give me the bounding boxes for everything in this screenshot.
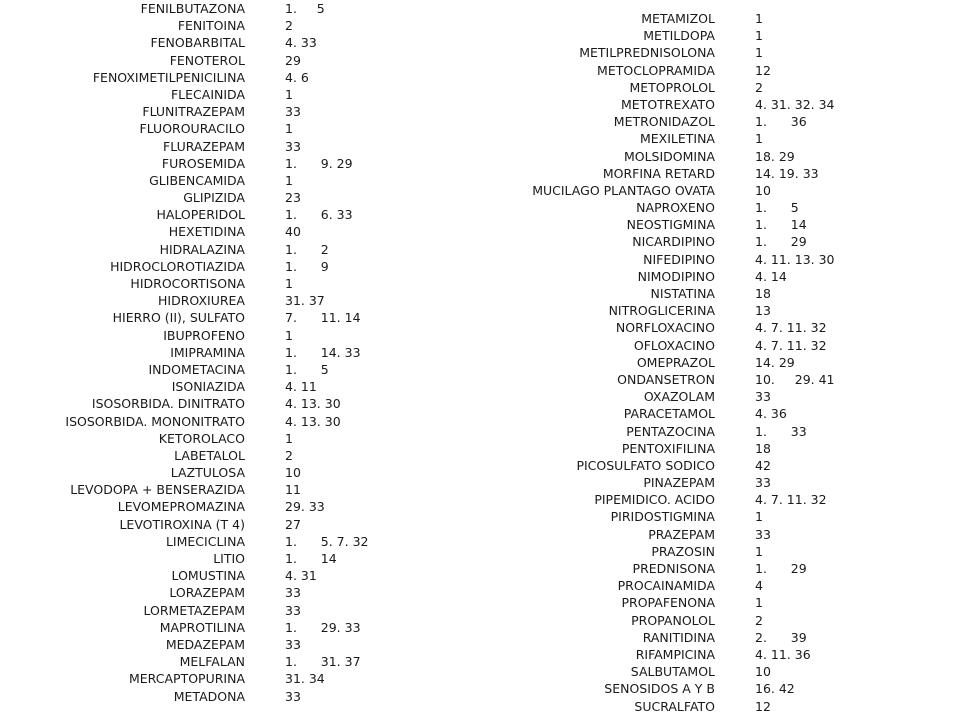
- drug-name: NEOSTIGMINA: [626, 217, 715, 233]
- drug-row: [470, 354, 950, 371]
- drug-name: LEVODOPA + BENSERAZIDA: [70, 482, 245, 498]
- drug-codes: 33: [285, 138, 301, 154]
- drug-row: [470, 199, 950, 216]
- drug-name: FENILBUTAZONA: [140, 1, 245, 16]
- drug-row: [0, 498, 470, 515]
- drug-row: [470, 319, 950, 336]
- drug-row: [470, 474, 950, 491]
- drug-codes: 18. 29: [755, 148, 795, 164]
- drug-name: MORFINA RETARD: [602, 165, 715, 181]
- drug-row: [470, 96, 950, 113]
- drug-row: [470, 182, 950, 199]
- drug-codes: 1. 6. 33: [285, 207, 353, 223]
- drug-codes: 7. 11. 14: [285, 310, 361, 326]
- drug-row: [470, 457, 950, 474]
- drug-row: [470, 508, 950, 525]
- drug-row: [0, 584, 470, 601]
- drug-row: [470, 663, 950, 680]
- drug-row: [470, 148, 950, 165]
- drug-codes: 14. 29: [755, 354, 795, 370]
- drug-row: [470, 405, 950, 422]
- drug-row: [0, 258, 470, 275]
- drug-row: [470, 79, 950, 96]
- drug-name: SALBUTAMOL: [630, 664, 715, 680]
- drug-name: MELFALAN: [179, 654, 245, 670]
- drug-codes: 1. 29: [755, 561, 807, 576]
- drug-codes: 1. 14. 33: [285, 344, 361, 360]
- drug-row: [470, 285, 950, 302]
- drug-codes: 4. 7. 11. 32: [755, 492, 827, 508]
- drug-name: FLUNITRAZEPAM: [142, 104, 245, 120]
- drug-codes: 1: [755, 45, 763, 61]
- drug-codes: 4. 11. 36: [755, 646, 811, 662]
- drug-row: [0, 309, 470, 326]
- drug-row: [0, 155, 470, 172]
- drug-codes: 18: [755, 440, 771, 456]
- drug-row: [470, 251, 950, 268]
- drug-row: [0, 292, 470, 309]
- drug-row: [470, 491, 950, 508]
- drug-name: NITROGLICERINA: [608, 303, 715, 319]
- drug-row: [470, 560, 950, 577]
- drug-row: [470, 629, 950, 646]
- drug-name: INDOMETACINA: [148, 361, 245, 377]
- drug-name: PARACETAMOL: [623, 406, 715, 422]
- drug-row: [470, 577, 950, 594]
- drug-name: MEXILETINA: [639, 131, 715, 147]
- drug-name: FLURAZEPAM: [163, 138, 245, 154]
- drug-name: FENOBARBITAL: [150, 35, 245, 51]
- drug-codes: 33: [755, 389, 771, 405]
- drug-codes: 1. 14: [755, 217, 807, 233]
- drug-name: HIDROXIUREA: [158, 293, 245, 309]
- drug-name: PICOSULFATO SODICO: [576, 457, 715, 473]
- drug-row: [0, 327, 470, 344]
- drug-name: LORMETAZEPAM: [143, 602, 245, 618]
- drug-name: METOCLOPRAMIDA: [597, 62, 715, 78]
- drug-codes: 4. 31: [285, 568, 317, 584]
- drug-name: MAPROTILINA: [159, 619, 245, 635]
- drug-name: PROCAINAMIDA: [617, 578, 715, 594]
- drug-row: [0, 567, 470, 584]
- drug-name: PRAZEPAM: [648, 526, 715, 542]
- drug-name: NISTATINA: [650, 286, 715, 301]
- drug-row: [470, 113, 950, 130]
- drug-codes: 1. 9: [285, 258, 329, 274]
- drug-name: NICARDIPINO: [632, 234, 715, 250]
- drug-name: MERCAPTOPURINA: [129, 671, 245, 687]
- drug-row: [470, 44, 950, 61]
- drug-codes: 1: [755, 543, 763, 559]
- drug-name: PROPAFENONA: [621, 595, 715, 611]
- drug-name: PINAZEPAM: [643, 475, 715, 491]
- drug-codes: 18: [755, 286, 771, 301]
- drug-codes: 33: [285, 104, 301, 120]
- drug-row: [0, 602, 470, 619]
- drug-name: NORFLOXACINO: [615, 320, 715, 336]
- drug-row: [0, 636, 470, 653]
- drug-row: [470, 646, 950, 663]
- drug-codes: 1: [285, 430, 293, 446]
- drug-codes: 4. 7. 11. 32: [755, 320, 827, 336]
- drug-row: [0, 34, 470, 51]
- drug-name: FLECAINIDA: [170, 86, 245, 102]
- drug-codes: 1: [755, 595, 763, 611]
- drug-row: [0, 533, 470, 550]
- drug-row: [470, 594, 950, 611]
- drug-codes: 10: [755, 182, 771, 198]
- drug-name: OFLOXACINO: [633, 337, 715, 353]
- drug-row: [0, 172, 470, 189]
- drug-row: [0, 670, 470, 687]
- drug-name: HIERRO (II), SULFATO: [112, 310, 245, 326]
- drug-codes: 2. 39: [755, 629, 807, 645]
- drug-name: FENITOINA: [177, 18, 245, 34]
- drug-row: [0, 619, 470, 636]
- drug-codes: 4. 11: [285, 379, 317, 395]
- drug-row: [0, 688, 470, 705]
- drug-row: [470, 526, 950, 543]
- drug-codes: 1. 5: [285, 1, 325, 16]
- drug-name: METAMIZOL: [641, 11, 715, 26]
- drug-name: PIPEMIDICO. ACIDO: [594, 492, 715, 508]
- drug-name: KETOROLACO: [158, 430, 245, 446]
- drug-codes: 33: [755, 475, 771, 491]
- right-column: [470, 10, 950, 715]
- drug-name: OMEPRAZOL: [636, 354, 715, 370]
- drug-name: METOPROLOL: [629, 79, 715, 95]
- drug-codes: 1: [285, 121, 293, 137]
- drug-codes: 31. 37: [285, 293, 325, 309]
- drug-codes: 1: [755, 28, 763, 44]
- drug-name: ISONIAZIDA: [171, 379, 245, 395]
- drug-row: [0, 120, 470, 137]
- drug-row: [470, 612, 950, 629]
- drug-codes: 1. 29. 33: [285, 619, 361, 635]
- drug-row: [0, 516, 470, 533]
- drug-name: LORAZEPAM: [169, 585, 245, 601]
- drug-name: IMIPRAMINA: [170, 344, 245, 360]
- drug-row: [0, 413, 470, 430]
- drug-codes: 1. 31. 37: [285, 654, 361, 670]
- drug-name: LEVOMEPROMAZINA: [117, 499, 245, 515]
- drug-codes: 1: [755, 11, 763, 26]
- drug-codes: 10: [285, 465, 301, 481]
- drug-codes: 10: [755, 664, 771, 680]
- drug-name: HIDROCLOROTIAZIDA: [110, 258, 245, 274]
- drug-name: RIFAMPICINA: [635, 646, 715, 662]
- drug-name: GLIPIZIDA: [183, 190, 245, 206]
- drug-name: GLIBENCAMIDA: [149, 172, 245, 188]
- drug-codes: 2: [755, 612, 763, 628]
- drug-name: LABETALOL: [174, 447, 245, 463]
- drug-name: METRONIDAZOL: [613, 114, 715, 130]
- drug-name: MOLSIDOMINA: [623, 148, 715, 164]
- drug-codes: 1: [755, 509, 763, 525]
- drug-codes: 1. 33: [755, 423, 807, 439]
- drug-codes: 4. 31. 32. 34: [755, 96, 835, 112]
- drug-name: FUROSEMIDA: [161, 155, 245, 171]
- drug-row: [0, 223, 470, 240]
- drug-row: [0, 206, 470, 223]
- drug-name: OXAZOLAM: [643, 389, 715, 405]
- drug-codes: 2: [285, 18, 293, 34]
- drug-codes: 1: [755, 131, 763, 147]
- drug-codes: 33: [285, 602, 301, 618]
- drug-codes: 16. 42: [755, 681, 795, 697]
- drug-codes: 10. 29. 41: [755, 371, 835, 387]
- drug-row: [470, 62, 950, 79]
- drug-name: PRAZOSIN: [651, 543, 715, 559]
- drug-row: [470, 233, 950, 250]
- drug-name: IBUPROFENO: [163, 327, 245, 343]
- drug-row: [0, 275, 470, 292]
- drug-row: [0, 17, 470, 34]
- drug-name: METILPREDNISOLONA: [579, 45, 715, 61]
- drug-codes: 33: [755, 526, 771, 542]
- drug-row: [0, 361, 470, 378]
- drug-codes: 4. 36: [755, 406, 787, 422]
- drug-codes: 1. 36: [755, 114, 807, 130]
- drug-codes: 1. 5: [755, 200, 799, 216]
- drug-name: FENOXIMETILPENICILINA: [92, 69, 245, 85]
- drug-codes: 12: [755, 62, 771, 78]
- drug-row: [0, 464, 470, 481]
- drug-codes: 1. 2: [285, 241, 329, 257]
- drug-name: SUCRALFATO: [634, 698, 715, 714]
- drug-row: [0, 395, 470, 412]
- drug-codes: 4. 33: [285, 35, 317, 51]
- drug-row: [470, 680, 950, 697]
- drug-codes: 4. 6: [285, 69, 309, 85]
- drug-codes: 1. 5. 7. 32: [285, 533, 369, 549]
- drug-name: PROPANOLOL: [631, 612, 715, 628]
- drug-name: METOTREXATO: [621, 96, 715, 112]
- drug-row: [470, 302, 950, 319]
- drug-row: [0, 481, 470, 498]
- drug-row: [0, 69, 470, 86]
- drug-name: NAPROXENO: [636, 200, 715, 216]
- drug-codes: 23: [285, 190, 301, 206]
- drug-codes: 33: [285, 688, 301, 704]
- drug-name: METADONA: [173, 688, 245, 704]
- drug-row: [0, 189, 470, 206]
- drug-codes: 4. 13. 30: [285, 413, 341, 429]
- drug-codes: 2: [755, 79, 763, 95]
- drug-codes: 1. 29: [755, 234, 807, 250]
- drug-codes: 33: [285, 636, 301, 652]
- drug-codes: 4. 7. 11. 32: [755, 337, 827, 353]
- drug-row: [470, 165, 950, 182]
- drug-codes: 4. 13. 30: [285, 396, 341, 412]
- drug-row: [0, 103, 470, 120]
- drug-row: [470, 543, 950, 560]
- drug-name: RANITIDINA: [642, 629, 715, 645]
- drug-row: [470, 698, 950, 715]
- drug-codes: 29: [285, 52, 301, 68]
- drug-codes: 1: [285, 172, 293, 188]
- drug-name: LEVOTIROXINA (T 4): [119, 516, 245, 532]
- drug-name: SENOSIDOS A Y B: [604, 681, 715, 697]
- drug-row: [470, 10, 950, 27]
- drug-name: PENTAZOCINA: [626, 423, 715, 439]
- drug-name: LITIO: [213, 551, 245, 566]
- drug-codes: 13: [755, 303, 771, 319]
- drug-row: [470, 423, 950, 440]
- drug-codes: 33: [285, 585, 301, 601]
- drug-name: FENOTEROL: [169, 52, 245, 68]
- drug-row: [0, 378, 470, 395]
- drug-name: HIDROCORTISONA: [130, 276, 245, 291]
- drug-row: [470, 27, 950, 44]
- drug-row: [0, 344, 470, 361]
- drug-codes: 1. 5: [285, 361, 329, 377]
- drug-row: [470, 371, 950, 388]
- drug-codes: 11: [285, 482, 301, 498]
- drug-row: [470, 440, 950, 457]
- drug-row: [470, 388, 950, 405]
- drug-codes: 27: [285, 516, 301, 532]
- drug-name: METILDOPA: [643, 28, 715, 44]
- drug-name: LIMECICLINA: [165, 533, 245, 549]
- drug-name: MEDAZEPAM: [165, 636, 245, 652]
- drug-row: [0, 241, 470, 258]
- drug-name: ISOSORBIDA. DINITRATO: [91, 396, 245, 412]
- drug-codes: 1: [285, 327, 293, 343]
- drug-row: [0, 52, 470, 69]
- drug-codes: 4. 11. 13. 30: [755, 251, 835, 267]
- drug-row: [470, 216, 950, 233]
- drug-row: [470, 268, 950, 285]
- drug-name: ONDANSETRON: [617, 371, 715, 387]
- drug-name: NIFEDIPINO: [643, 251, 715, 267]
- drug-name: HIDRALAZINA: [159, 241, 245, 257]
- drug-row: [0, 138, 470, 155]
- drug-name: PIRIDOSTIGMINA: [610, 509, 715, 525]
- drug-row: [0, 0, 470, 17]
- drug-row: [0, 653, 470, 670]
- drug-name: HEXETIDINA: [168, 224, 245, 240]
- drug-name: LOMUSTINA: [171, 568, 245, 584]
- drug-name: LAZTULOSA: [170, 465, 245, 481]
- drug-codes: 1. 14: [285, 551, 337, 566]
- left-column: [0, 0, 470, 705]
- drug-codes: 31. 34: [285, 671, 325, 687]
- drug-name: MUCILAGO PLANTAGO OVATA: [532, 182, 715, 198]
- drug-name: PREDNISONA: [632, 561, 715, 576]
- drug-codes: 4. 14: [755, 268, 787, 284]
- drug-codes: 4: [755, 578, 763, 594]
- drug-row: [0, 447, 470, 464]
- drug-name: FLUOROURACILO: [139, 121, 245, 137]
- drug-codes: 14. 19. 33: [755, 165, 819, 181]
- drug-codes: 42: [755, 457, 771, 473]
- drug-name: NIMODIPINO: [637, 268, 715, 284]
- drug-row: [0, 430, 470, 447]
- drug-codes: 1: [285, 276, 293, 291]
- drug-codes: 29. 33: [285, 499, 325, 515]
- drug-row: [470, 130, 950, 147]
- drug-codes: 1: [285, 86, 293, 102]
- drug-row: [470, 337, 950, 354]
- drug-codes: 40: [285, 224, 301, 240]
- drug-codes: 12: [755, 698, 771, 714]
- drug-row: [0, 550, 470, 567]
- drug-name: ISOSORBIDA. MONONITRATO: [65, 413, 245, 429]
- drug-name: HALOPERIDOL: [156, 207, 245, 223]
- drug-row: [0, 86, 470, 103]
- drug-codes: 1. 9. 29: [285, 155, 353, 171]
- drug-name: PENTOXIFILINA: [621, 440, 715, 456]
- drug-codes: 2: [285, 447, 293, 463]
